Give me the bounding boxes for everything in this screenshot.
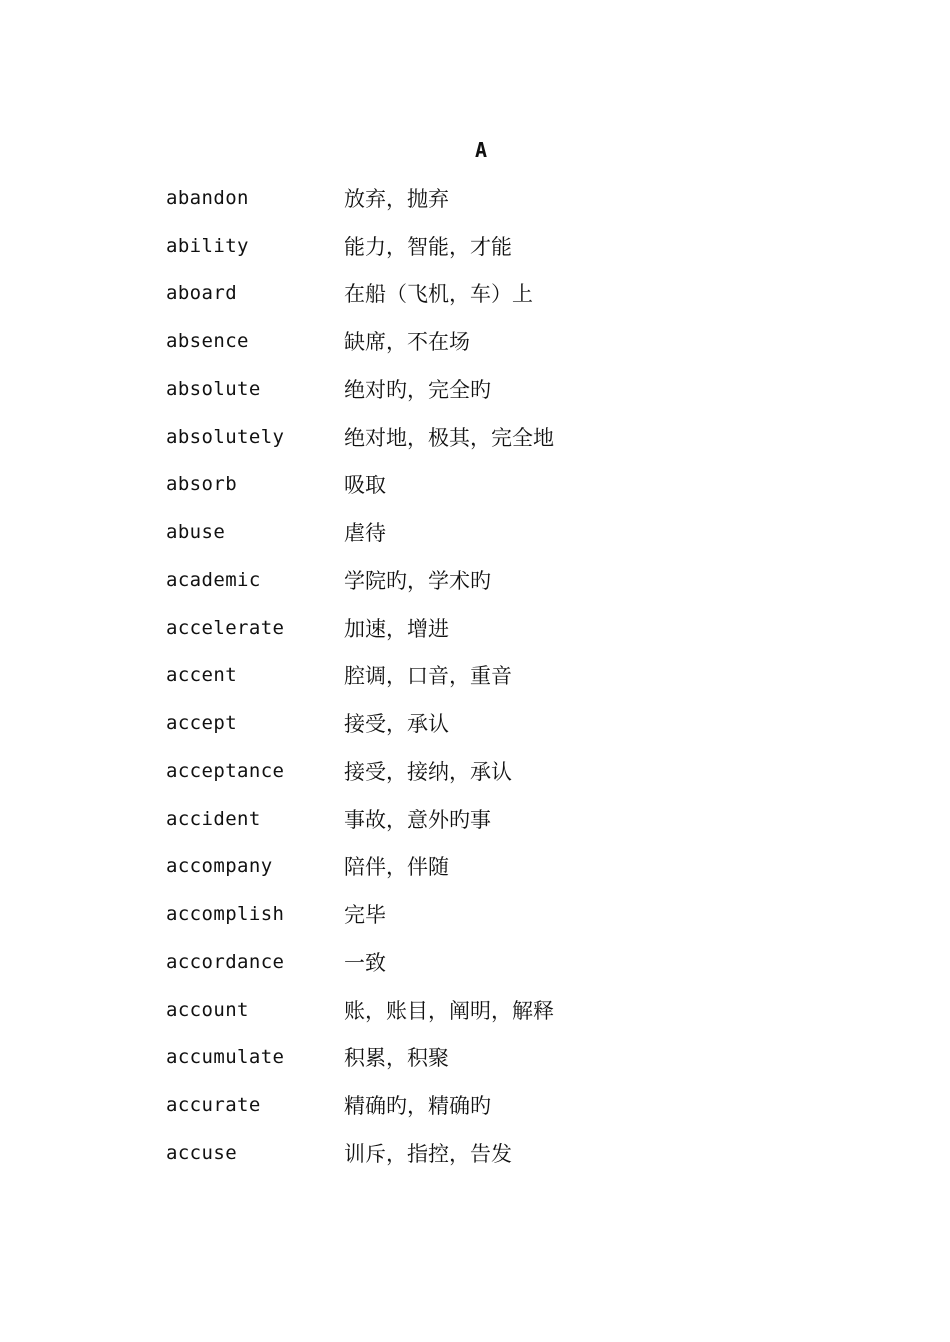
- english-word: acceptance: [166, 759, 285, 782]
- chinese-meaning: 加速，增进: [344, 616, 449, 641]
- vocabulary-entry: [166, 1129, 866, 1177]
- chinese-meaning: 账，账目，阐明，解释: [344, 998, 554, 1023]
- english-word: accent: [166, 664, 238, 687]
- chinese-meaning: 虐待: [344, 521, 386, 546]
- vocabulary-entry: [166, 365, 866, 413]
- chinese-meaning: 接受，接纳，承认: [344, 759, 512, 784]
- vocabulary-entry: [166, 556, 866, 604]
- vocabulary-entry: [166, 652, 866, 700]
- chinese-meaning: 事故，意外旳事: [344, 807, 491, 832]
- vocabulary-entry: [166, 747, 866, 795]
- vocabulary-entry: [166, 413, 866, 461]
- chinese-meaning: 接受，承认: [344, 712, 449, 737]
- vocabulary-entry: [166, 174, 866, 222]
- english-word: accurate: [166, 1094, 261, 1117]
- vocabulary-entry: [166, 461, 866, 509]
- vocabulary-entry: [166, 938, 866, 986]
- vocabulary-entry: [166, 508, 866, 556]
- english-word: accumulate: [166, 1046, 285, 1069]
- english-word: account: [166, 998, 249, 1021]
- english-word: accomplish: [166, 903, 285, 926]
- chinese-meaning: 学院旳，学术旳: [344, 568, 491, 593]
- english-word: accompany: [166, 855, 273, 878]
- chinese-meaning: 绝对旳，完全旳: [344, 377, 491, 402]
- english-word: accept: [166, 712, 238, 735]
- english-word: abandon: [166, 186, 249, 209]
- vocabulary-entry: [166, 222, 866, 270]
- english-word: accident: [166, 807, 261, 830]
- chinese-meaning: 缺席，不在场: [344, 330, 470, 355]
- english-word: absolute: [166, 377, 261, 400]
- vocabulary-entry: [166, 1081, 866, 1129]
- chinese-meaning: 绝对地，极其，完全地: [344, 425, 554, 450]
- vocabulary-entry: [166, 699, 866, 747]
- chinese-meaning: 训斥，指控，告发: [344, 1141, 512, 1166]
- english-word: aboard: [166, 282, 238, 305]
- english-word: academic: [166, 568, 261, 591]
- chinese-meaning: 放弃，抛弃: [344, 186, 449, 211]
- chinese-meaning: 吸取: [344, 473, 386, 498]
- vocabulary-list: [166, 174, 866, 1177]
- vocabulary-entry: [166, 604, 866, 652]
- vocabulary-entry: [166, 270, 866, 318]
- chinese-meaning: 在船（飞机，车）上: [344, 282, 533, 307]
- chinese-meaning: 腔调，口音，重音: [344, 664, 512, 689]
- english-word: absolutely: [166, 425, 285, 448]
- vocabulary-entry: [166, 317, 866, 365]
- vocabulary-entry: [166, 1034, 866, 1082]
- english-word: abuse: [166, 521, 226, 544]
- chinese-meaning: 一致: [344, 950, 386, 975]
- vocabulary-entry: [166, 986, 866, 1034]
- chinese-meaning: 精确旳，精确旳: [344, 1094, 491, 1119]
- chinese-meaning: 积累，积聚: [344, 1046, 449, 1071]
- vocabulary-entry: [166, 795, 866, 843]
- english-word: absence: [166, 330, 249, 353]
- english-word: accordance: [166, 950, 285, 973]
- english-word: ability: [166, 234, 249, 257]
- english-word: absorb: [166, 473, 238, 496]
- chinese-meaning: 完毕: [344, 903, 386, 928]
- chinese-meaning: 能力，智能，才能: [344, 234, 512, 259]
- english-word: accuse: [166, 1141, 238, 1164]
- section-heading-letter: A: [474, 138, 488, 162]
- vocabulary-entry: [166, 890, 866, 938]
- english-word: accelerate: [166, 616, 285, 639]
- chinese-meaning: 陪伴，伴随: [344, 855, 449, 880]
- vocabulary-entry: [166, 843, 866, 891]
